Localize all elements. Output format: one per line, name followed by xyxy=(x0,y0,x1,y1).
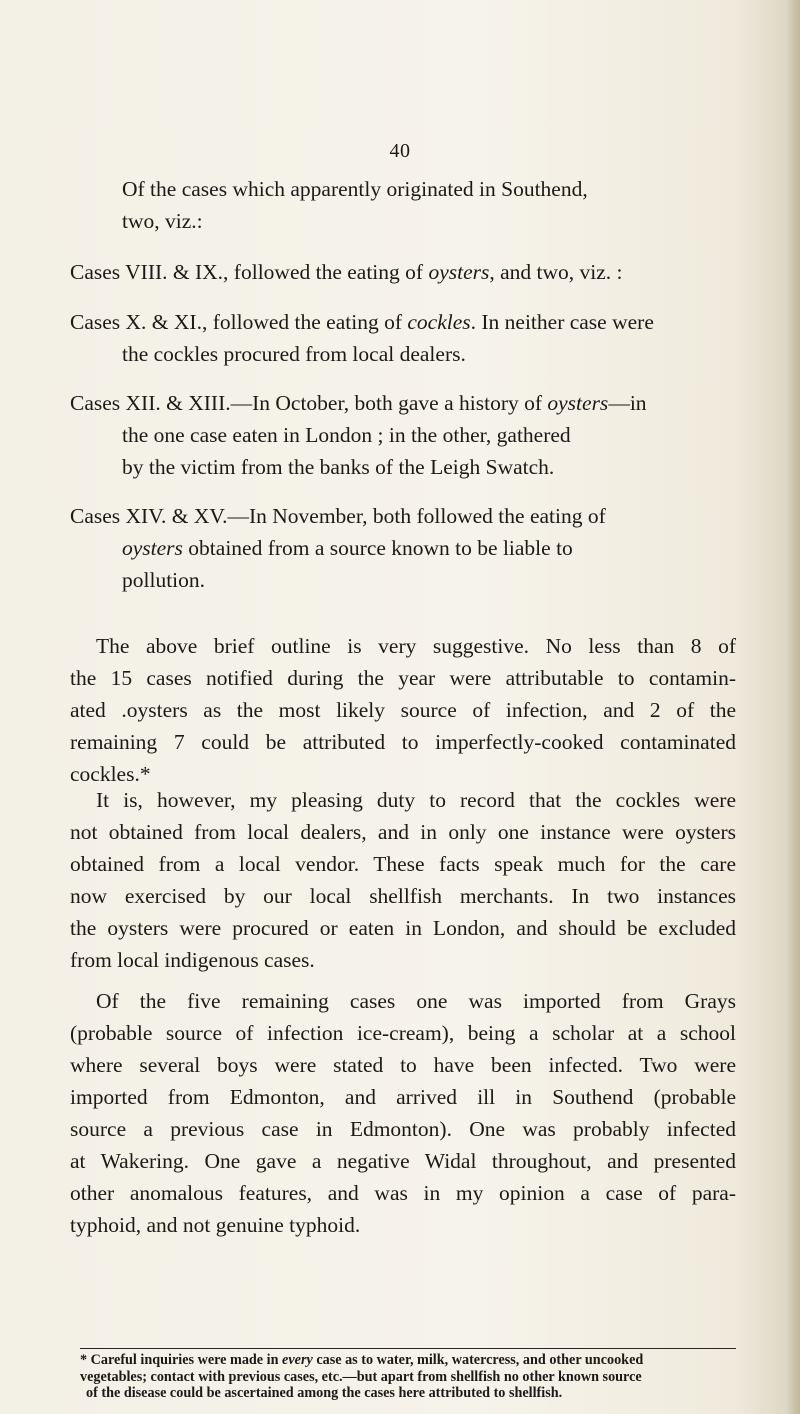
summary-paragraph xyxy=(70,630,736,790)
paragraph-line: The above brief outline is very suggestive. No less than 8 of xyxy=(96,634,736,658)
paragraph-line: from local indigenous cases. xyxy=(70,948,315,972)
footnote-rule xyxy=(80,1348,736,1349)
case-entry-line xyxy=(70,306,736,338)
footnote-text: * Careful inquiries were made in xyxy=(80,1352,283,1368)
case-entry-x-xi xyxy=(70,306,736,370)
case-entry-xii-xiii xyxy=(70,387,736,483)
case-emphasis: oysters xyxy=(122,536,183,560)
case-text: . In neither case were xyxy=(470,310,654,334)
case-entry-line xyxy=(70,256,736,288)
case-text: Cases VIII. & IX., followed the eating of xyxy=(70,260,429,284)
footnote xyxy=(80,1352,736,1402)
footnote-emphasis: every xyxy=(282,1352,313,1368)
case-entry-viii-ix xyxy=(70,256,736,288)
footnote-line xyxy=(80,1352,736,1369)
paragraph-line: imported from Edmonton, and arrived ill in Southend (probable xyxy=(70,1085,736,1109)
case-entry-line: the cockles procured from local dealers. xyxy=(122,342,466,366)
paragraph-line: (probable source of infection ice-cream), being a scholar at a school xyxy=(70,1021,736,1045)
footnote-text: case as to water, milk, watercress, and other uncooked xyxy=(312,1352,644,1368)
footnote-line: of the disease could be ascertained among the cases here attributed to shellfish. xyxy=(86,1385,563,1401)
paragraph-line: the 15 cases notified during the year were attributable to contamin- xyxy=(70,666,736,690)
intro-paragraph xyxy=(70,173,736,237)
case-text: , and two, viz. : xyxy=(489,260,623,284)
case-entry-line: pollution. xyxy=(122,568,206,592)
case-entry-line xyxy=(70,532,736,564)
paragraph-line: source a previous case in Edmonton). One was probably infected xyxy=(70,1117,736,1141)
paragraph-line: now exercised by our local shellfish merchants. In two instances xyxy=(70,884,736,908)
paragraph-line: remaining 7 could be attributed to imperfectly-cooked contaminated xyxy=(70,730,736,754)
paragraph-line: where several boys were stated to have been infected. Two were xyxy=(70,1053,736,1077)
case-emphasis: cockles xyxy=(407,310,471,334)
paragraph-line: the oysters were procured or eaten in London, and should be excluded xyxy=(70,916,736,940)
paragraph-line: It is, however, my pleasing duty to record that the cockles were xyxy=(96,788,736,812)
paragraph-line: ated .oysters as the most likely source of infection, and 2 of the xyxy=(70,698,736,722)
paragraph-line: at Wakering. One gave a negative Widal throughout, and presented xyxy=(70,1149,736,1173)
paragraph-line: not obtained from local dealers, and in only one instance were oysters xyxy=(70,820,736,844)
case-text: —in xyxy=(608,391,647,415)
paragraph-line: typhoid, and not genuine typhoid. xyxy=(70,1213,361,1237)
case-entry-line: by the victim from the banks of the Leigh Swatch. xyxy=(122,455,555,479)
page-edge-shading xyxy=(786,0,800,1414)
paragraph-line: Of the five remaining cases one was imported from Grays xyxy=(96,989,736,1013)
page-number: 40 xyxy=(389,140,411,162)
paragraph-line: other anomalous features, and was in my opinion a case of para- xyxy=(70,1181,736,1205)
case-entry-line: Cases XIV. & XV.—In November, both followed the eating of xyxy=(70,504,606,528)
dealers-paragraph xyxy=(70,784,736,976)
case-text: obtained from a source known to be liable to xyxy=(182,536,573,560)
case-entry-line xyxy=(70,387,736,419)
intro-line-2: two, viz.: xyxy=(122,209,203,233)
case-emphasis: oysters xyxy=(428,260,490,284)
case-text: Cases XII. & XIII.—In October, both gave a history of xyxy=(70,391,548,415)
paragraph-line: obtained from a local vendor. These facts speak much for the care xyxy=(70,852,736,876)
remaining-cases-paragraph xyxy=(70,985,736,1241)
intro-line-1: Of the cases which apparently originated in Southend, xyxy=(122,177,588,201)
case-emphasis: oysters xyxy=(547,391,609,415)
paragraph-line: cockles.* xyxy=(70,762,151,786)
footnote-line: vegetables; contact with previous cases, etc.—but apart from shellfish no other known source xyxy=(80,1368,642,1385)
case-entry-xiv-xv xyxy=(70,500,736,596)
case-entry-line: the one case eaten in London ; in the other, gathered xyxy=(122,423,571,447)
case-text: Cases X. & XI., followed the eating of xyxy=(70,310,408,334)
